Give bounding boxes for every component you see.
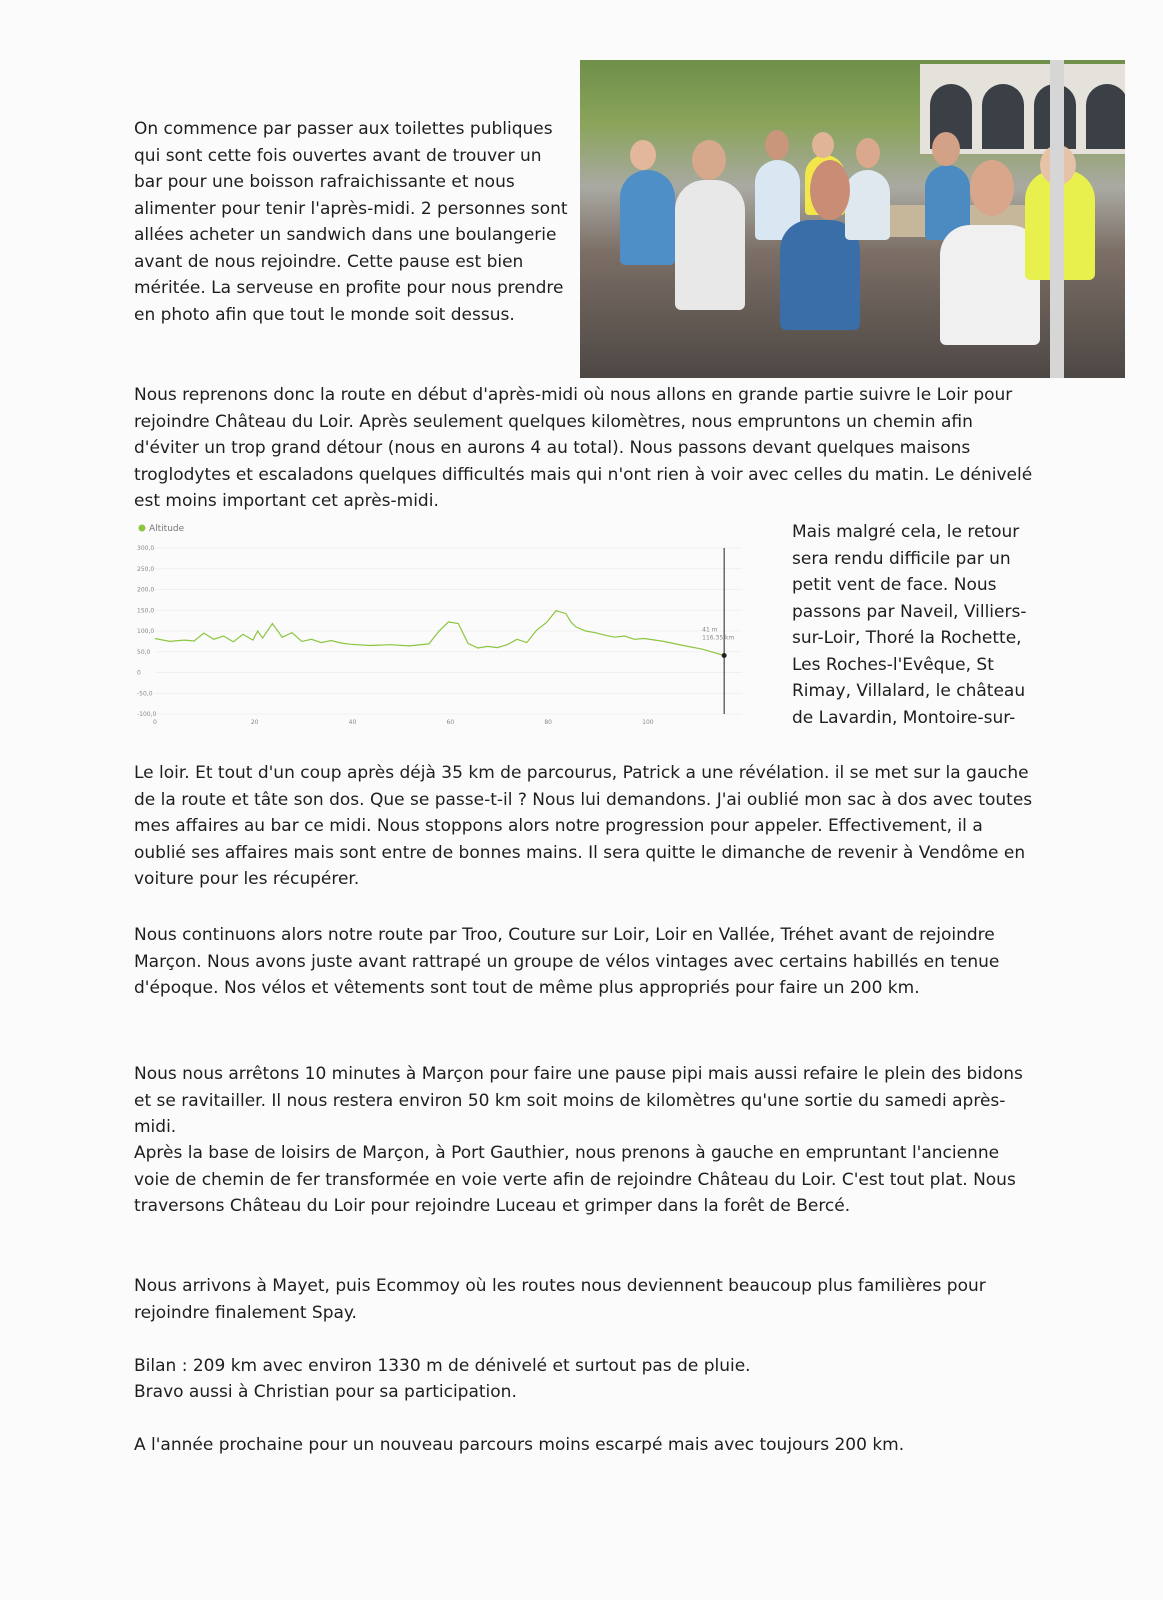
cursor-altitude-label: 41 m: [702, 626, 718, 634]
rider-figure: [675, 180, 745, 310]
y-tick-label: -100,0: [137, 711, 157, 718]
y-tick-label: 250,0: [137, 565, 155, 573]
legend-label: Altitude: [149, 524, 185, 534]
building-arch: [1086, 84, 1125, 149]
paragraph-thanks: Bravo aussi à Christian pour sa participation.: [134, 1382, 517, 1402]
x-tick-label: 40: [348, 719, 357, 726]
cursor-point: [722, 653, 727, 658]
rider-figure: [620, 170, 675, 265]
rider-head: [630, 140, 656, 170]
y-tick-label: 100,0: [137, 628, 155, 635]
paragraph-marcon-stop: Nous nous arrêtons 10 minutes à Marçon pour faire une pause pipi mais aussi refaire le plein des bidons et se ravitailler. Il nous restera environ 50 km soit moins de kilomètres qu'une sortie du samedi après-midi.: [134, 1064, 1023, 1137]
rider-head: [812, 132, 834, 158]
y-tick-label: 300,0: [137, 545, 155, 552]
y-tick-label: 50,0: [137, 648, 151, 656]
paragraph-arrival: Nous arrivons à Mayet, puis Ecommoy où les routes nous deviennent beaucoup plus familières pour rejoindre finalement Spay.: [134, 1276, 986, 1323]
y-tick-label: -50,0: [137, 690, 153, 698]
building-arch: [982, 84, 1024, 149]
elevation-chart: [130, 524, 780, 744]
rider-head: [932, 132, 960, 166]
group-photo: [580, 60, 1125, 378]
x-tick-label: 60: [446, 719, 455, 726]
rider-head: [856, 138, 880, 168]
paragraph-afternoon-route: Nous reprenons donc la route en début d'après-midi où nous allons en grande partie suivre le Loir pour rejoindre Château du Loir. Après seulement quelques kilomètres, nous empruntons un chemin afin d'éviter un trop grand détour (nous en aurons 4 au total). Nous passons devant quelques maisons troglodytes et escaladons quelques difficultés mais qui n'ont rien à voir avec celles du matin. Le dénivelé est moins important cet après-midi.: [134, 385, 1033, 511]
paragraph-voie-verte: Après la base de loisirs de Marçon, à Port Gauthier, nous prenons à gauche en empruntant l'ancienne voie de chemin de fer transformée en voie verte afin de rejoindre Château du Loir. C'est tout plat. Nous traversons Château du Loir pour rejoindre Luceau et grimper dans la forêt de Bercé.: [134, 1143, 1016, 1216]
rider-head: [765, 130, 789, 160]
rider-figure: [845, 170, 890, 240]
x-tick-label: 0: [153, 719, 157, 726]
rider-head: [970, 160, 1014, 216]
x-tick-label: 100: [642, 719, 654, 726]
altitude-line: [155, 611, 724, 656]
y-tick-label: 150,0: [137, 607, 155, 615]
legend-marker: [139, 525, 146, 532]
x-tick-label: 80: [544, 719, 552, 726]
elevation-chart-svg: [130, 524, 780, 744]
paragraph-troo-marcon: Nous continuons alors notre route par Troo, Couture sur Loir, Loir en Vallée, Tréhet avant de rejoindre Marçon. Nous avons juste avant rattrapé un groupe de vélos vintages avec certains habillés en tenue d'époque. Nos vélos et vêtements sont tout de même plus appropriés pour faire un 200 km.: [134, 925, 1000, 998]
paragraph-lunch-break: On commence par passer aux toilettes publiques qui sont cette fois ouvertes avant de trouver un bar pour une boisson rafraichissante et nous alimenter pour tenir l'après-midi. 2 personnes sont allées acheter un sandwich dans une boulangerie avant de nous rejoindre. Cette pause est bien méritée. La serveuse en profite pour nous prendre en photo afin que tout le monde soit dessus.: [134, 119, 568, 325]
rider-head: [692, 140, 726, 180]
cursor-distance-label: 116.35 km: [702, 634, 735, 642]
x-tick-label: 20: [250, 719, 259, 726]
y-tick-label: 200,0: [137, 586, 155, 594]
paragraph-forgotten-bag: Le loir. Et tout d'un coup après déjà 35 km de parcourus, Patrick a une révélation. il se met sur la gauche de la route et tâte son dos. Que se passe-t-il ? Nous lui demandons. J'ai oublié mon sac à dos avec toutes mes affaires au bar ce midi. Nous stoppons alors notre progression pour appeler. Effectivement, il a oublié ses affaires mais sont entre de bonnes mains. Il sera quitte le dimanche de revenir à Vendôme en voiture pour les récupérer.: [134, 763, 1033, 889]
paragraph-villages: Mais malgré cela, le retour sera rendu difficile par un petit vent de face. Nous passons par Naveil, Villiers-sur-Loir, Thoré la Rochette, Les Roches-l'Evêque, St Rimay, Villalard, le château de Lavardin, Montoire-sur-: [792, 522, 1027, 728]
paragraph-summary: Bilan : 209 km avec environ 1330 m de dénivelé et surtout pas de pluie.: [134, 1356, 751, 1376]
paragraph-next-year: A l'année prochaine pour un nouveau parcours moins escarpé mais avec toujours 200 km.: [134, 1435, 905, 1455]
umbrella-pole: [1050, 60, 1064, 378]
rider-head: [810, 160, 850, 220]
y-tick-label: 0: [137, 669, 141, 677]
